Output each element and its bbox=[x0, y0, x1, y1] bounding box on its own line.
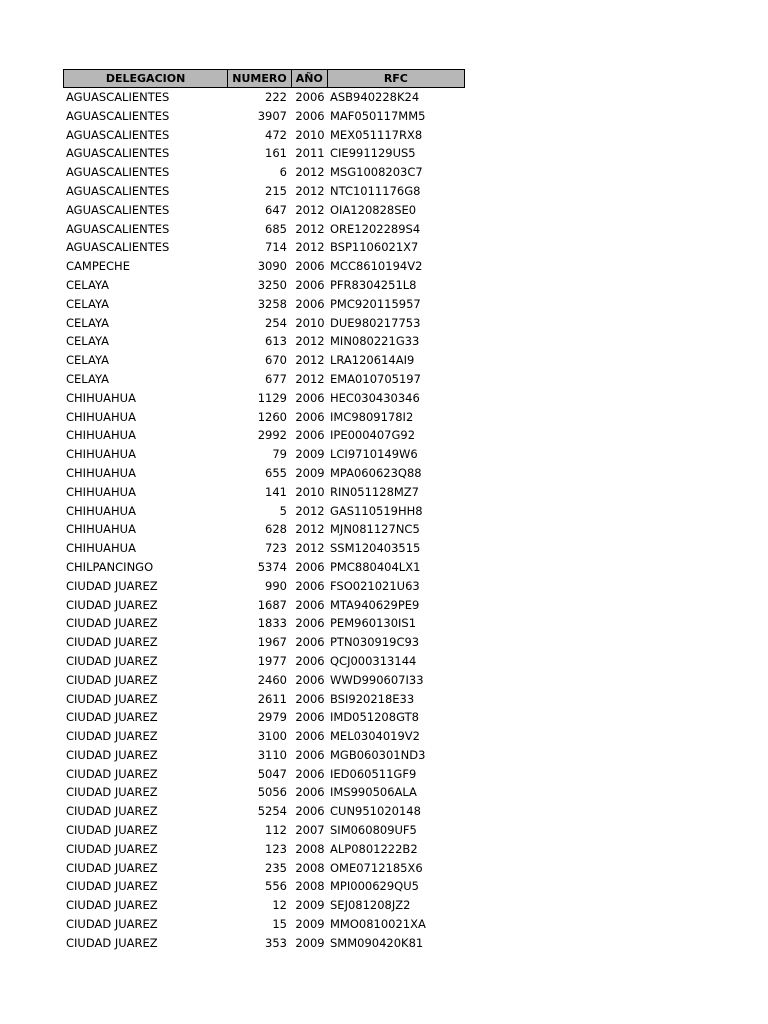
table-row bbox=[63, 483, 465, 502]
cell-rfc[interactable]: MPI000629QU5 bbox=[330, 879, 419, 894]
table-row bbox=[63, 690, 465, 709]
cell-rfc[interactable]: MGB060301ND3 bbox=[330, 747, 426, 762]
cell-numero[interactable]: 5374 bbox=[257, 559, 287, 574]
cell-delegacion[interactable]: AGUASCALIENTES bbox=[66, 108, 170, 123]
cell-delegacion[interactable]: CELAYA bbox=[66, 277, 109, 292]
cell-numero[interactable]: 254 bbox=[265, 315, 287, 330]
cell-ano[interactable]: 2006 bbox=[295, 785, 325, 800]
cell-numero[interactable]: 353 bbox=[265, 935, 287, 950]
table-row bbox=[63, 182, 465, 201]
table-row bbox=[63, 426, 465, 445]
cell-ano[interactable]: 2006 bbox=[295, 804, 325, 819]
table-row bbox=[63, 126, 465, 145]
cell-delegacion[interactable]: CIUDAD JUAREZ bbox=[66, 691, 158, 706]
cell-numero[interactable]: 3090 bbox=[257, 259, 287, 274]
cell-rfc[interactable]: MEL0304019V2 bbox=[330, 729, 420, 744]
cell-rfc[interactable]: SIM060809UF5 bbox=[330, 823, 417, 838]
cell-delegacion[interactable]: CIUDAD JUAREZ bbox=[66, 785, 158, 800]
cell-numero[interactable]: 990 bbox=[265, 578, 287, 593]
cell-numero[interactable]: 5 bbox=[279, 503, 287, 518]
cell-delegacion[interactable]: CHIHUAHUA bbox=[66, 409, 136, 424]
cell-ano[interactable]: 2006 bbox=[295, 559, 325, 574]
cell-delegacion[interactable]: CIUDAD JUAREZ bbox=[66, 710, 158, 725]
table-row bbox=[63, 88, 465, 107]
cell-delegacion[interactable]: CIUDAD JUAREZ bbox=[66, 860, 158, 875]
cell-rfc[interactable]: MCC8610194V2 bbox=[330, 259, 423, 274]
table-row bbox=[63, 332, 465, 351]
cell-numero[interactable]: 215 bbox=[265, 183, 287, 198]
cell-ano[interactable]: 2006 bbox=[295, 108, 325, 123]
table-row bbox=[63, 652, 465, 671]
table-row bbox=[63, 614, 465, 633]
cell-ano[interactable]: 2012 bbox=[295, 371, 325, 386]
cell-delegacion[interactable]: CIUDAD JUAREZ bbox=[66, 841, 158, 856]
cell-rfc[interactable]: SMM090420K81 bbox=[330, 935, 424, 950]
cell-ano[interactable]: 2012 bbox=[295, 541, 325, 556]
cell-delegacion[interactable]: CHIHUAHUA bbox=[66, 503, 136, 518]
cell-rfc[interactable]: OIA120828SE0 bbox=[330, 202, 417, 217]
cell-ano[interactable]: 2009 bbox=[295, 447, 325, 462]
cell-ano[interactable]: 2008 bbox=[295, 841, 325, 856]
cell-rfc[interactable]: WWD990607I33 bbox=[330, 672, 424, 687]
cell-delegacion[interactable]: CIUDAD JUAREZ bbox=[66, 917, 158, 932]
cell-ano[interactable]: 2006 bbox=[295, 766, 325, 781]
cell-ano[interactable]: 2006 bbox=[295, 259, 325, 274]
cell-numero[interactable]: 161 bbox=[265, 146, 287, 161]
cell-delegacion[interactable]: CHIHUAHUA bbox=[66, 465, 136, 480]
cell-rfc[interactable]: PEM960130IS1 bbox=[330, 616, 417, 631]
cell-numero[interactable]: 677 bbox=[265, 371, 287, 386]
cell-rfc[interactable]: MEX051117RX8 bbox=[330, 127, 423, 142]
cell-delegacion[interactable]: CHIHUAHUA bbox=[66, 428, 136, 443]
cell-ano[interactable]: 2006 bbox=[295, 90, 325, 104]
cell-ano[interactable]: 2007 bbox=[295, 823, 325, 838]
table-row bbox=[63, 783, 465, 802]
table-row bbox=[63, 840, 465, 859]
cell-delegacion[interactable]: AGUASCALIENTES bbox=[66, 165, 170, 180]
cell-rfc[interactable]: SSM120403515 bbox=[330, 541, 421, 556]
cell-rfc[interactable]: HEC030430346 bbox=[330, 390, 420, 405]
cell-rfc[interactable]: ORE1202289S4 bbox=[330, 221, 421, 236]
cell-ano[interactable]: 2006 bbox=[295, 635, 325, 650]
spreadsheet-table bbox=[63, 69, 465, 953]
cell-delegacion[interactable]: CIUDAD JUAREZ bbox=[66, 653, 158, 668]
cell-numero[interactable]: 5047 bbox=[257, 766, 287, 781]
cell-rfc[interactable]: IMS990506ALA bbox=[330, 785, 417, 800]
cell-rfc[interactable]: PMC920115957 bbox=[330, 296, 421, 311]
cell-numero[interactable]: 5254 bbox=[257, 804, 287, 819]
table-row bbox=[63, 445, 465, 464]
cell-delegacion[interactable]: CELAYA bbox=[66, 334, 109, 349]
cell-delegacion[interactable]: CELAYA bbox=[66, 353, 109, 368]
table-row bbox=[63, 464, 465, 483]
table-row bbox=[63, 144, 465, 163]
cell-numero[interactable]: 655 bbox=[265, 465, 287, 480]
cell-rfc[interactable]: MTA940629PE9 bbox=[330, 597, 420, 612]
cell-ano[interactable]: 2010 bbox=[295, 315, 325, 330]
cell-rfc[interactable]: CIE991129US5 bbox=[330, 146, 416, 161]
cell-rfc[interactable]: OME0712185X6 bbox=[330, 860, 423, 875]
cell-delegacion[interactable]: AGUASCALIENTES bbox=[66, 183, 170, 198]
table-row bbox=[63, 238, 465, 257]
cell-rfc[interactable]: ASB940228K24 bbox=[330, 90, 420, 104]
cell-delegacion[interactable]: CHIHUAHUA bbox=[66, 484, 136, 499]
table-row bbox=[63, 802, 465, 821]
cell-rfc[interactable]: RIN051128MZ7 bbox=[330, 484, 420, 499]
cell-delegacion[interactable]: AGUASCALIENTES bbox=[66, 146, 170, 161]
cell-numero[interactable]: 1687 bbox=[257, 597, 287, 612]
table-row bbox=[63, 220, 465, 239]
cell-numero[interactable]: 5056 bbox=[257, 785, 287, 800]
cell-rfc[interactable]: ALP0801222B2 bbox=[330, 841, 418, 856]
table-row bbox=[63, 671, 465, 690]
cell-delegacion[interactable]: CIUDAD JUAREZ bbox=[66, 804, 158, 819]
cell-numero[interactable]: 3100 bbox=[257, 729, 287, 744]
cell-ano[interactable]: 2008 bbox=[295, 860, 325, 875]
cell-rfc[interactable]: IPE000407G92 bbox=[330, 428, 416, 443]
table-row bbox=[63, 201, 465, 220]
cell-ano[interactable]: 2012 bbox=[295, 503, 325, 518]
cell-numero[interactable]: 714 bbox=[265, 240, 287, 255]
table-row bbox=[63, 915, 465, 934]
header-delegacion[interactable]: DELEGACION bbox=[64, 70, 228, 87]
cell-ano[interactable]: 2006 bbox=[295, 729, 325, 744]
cell-delegacion[interactable]: CELAYA bbox=[66, 371, 109, 386]
table-row bbox=[63, 596, 465, 615]
cell-numero[interactable]: 723 bbox=[265, 541, 287, 556]
cell-numero[interactable]: 1977 bbox=[257, 653, 287, 668]
cell-delegacion[interactable]: AGUASCALIENTES bbox=[66, 221, 170, 236]
table-row bbox=[63, 539, 465, 558]
cell-rfc[interactable]: GAS110519HH8 bbox=[330, 503, 423, 518]
cell-ano[interactable]: 2006 bbox=[295, 277, 325, 292]
cell-delegacion[interactable]: CELAYA bbox=[66, 296, 109, 311]
cell-delegacion[interactable]: CHIHUAHUA bbox=[66, 390, 136, 405]
cell-delegacion[interactable]: CIUDAD JUAREZ bbox=[66, 635, 158, 650]
cell-numero[interactable]: 1833 bbox=[257, 616, 287, 631]
header-ano[interactable]: AÑO bbox=[292, 70, 328, 87]
cell-ano[interactable]: 2012 bbox=[295, 353, 325, 368]
table-row bbox=[63, 389, 465, 408]
cell-numero[interactable]: 1260 bbox=[257, 409, 287, 424]
table-row bbox=[63, 295, 465, 314]
cell-numero[interactable]: 670 bbox=[265, 353, 287, 368]
cell-ano[interactable]: 2006 bbox=[295, 747, 325, 762]
table-row bbox=[63, 708, 465, 727]
cell-rfc[interactable]: SEJ081208JZ2 bbox=[330, 898, 411, 913]
cell-rfc[interactable]: IMD051208GT8 bbox=[330, 710, 419, 725]
cell-rfc[interactable]: IED060511GF9 bbox=[330, 766, 417, 781]
cell-delegacion[interactable]: CELAYA bbox=[66, 315, 109, 330]
cell-ano[interactable]: 2006 bbox=[295, 296, 325, 311]
cell-delegacion[interactable]: CIUDAD JUAREZ bbox=[66, 616, 158, 631]
cell-delegacion[interactable]: CIUDAD JUAREZ bbox=[66, 578, 158, 593]
cell-ano[interactable]: 2012 bbox=[295, 334, 325, 349]
cell-rfc[interactable]: CUN951020148 bbox=[330, 804, 421, 819]
cell-numero[interactable]: 3110 bbox=[257, 747, 287, 762]
cell-rfc[interactable]: PTN030919C93 bbox=[330, 635, 420, 650]
table-row bbox=[63, 520, 465, 539]
table-row bbox=[63, 821, 465, 840]
cell-rfc[interactable]: PFR8304251L8 bbox=[330, 277, 417, 292]
cell-numero[interactable]: 15 bbox=[272, 917, 287, 932]
cell-rfc[interactable]: MMO0810021XA bbox=[330, 917, 426, 932]
cell-delegacion[interactable]: CIUDAD JUAREZ bbox=[66, 729, 158, 744]
cell-delegacion[interactable]: CHILPANCINGO bbox=[66, 559, 154, 574]
cell-ano[interactable]: 2011 bbox=[295, 146, 325, 161]
table-body bbox=[63, 88, 465, 953]
table-row bbox=[63, 633, 465, 652]
cell-delegacion[interactable]: CIUDAD JUAREZ bbox=[66, 898, 158, 913]
table-row bbox=[63, 934, 465, 953]
cell-ano[interactable]: 2009 bbox=[295, 935, 325, 950]
cell-rfc[interactable]: FSO021021U63 bbox=[330, 578, 420, 593]
table-row bbox=[63, 257, 465, 276]
cell-delegacion[interactable]: CHIHUAHUA bbox=[66, 447, 136, 462]
header-rfc[interactable]: RFC bbox=[383, 72, 408, 85]
cell-rfc[interactable]: IMC9809178I2 bbox=[330, 409, 414, 424]
cell-numero[interactable]: 79 bbox=[272, 447, 287, 462]
table-row bbox=[63, 746, 465, 765]
cell-ano[interactable]: 2012 bbox=[295, 165, 325, 180]
cell-delegacion[interactable]: CAMPECHE bbox=[66, 259, 130, 274]
cell-delegacion[interactable]: CIUDAD JUAREZ bbox=[66, 935, 158, 950]
cell-ano[interactable]: 2006 bbox=[295, 578, 325, 593]
cell-delegacion[interactable]: AGUASCALIENTES bbox=[66, 202, 170, 217]
table-row bbox=[63, 314, 465, 333]
cell-ano[interactable]: 2006 bbox=[295, 672, 325, 687]
table-row bbox=[63, 163, 465, 182]
table-row bbox=[63, 877, 465, 896]
cell-ano[interactable]: 2006 bbox=[295, 409, 325, 424]
cell-rfc[interactable]: MJN081127NC5 bbox=[330, 522, 420, 537]
cell-ano[interactable]: 2006 bbox=[295, 597, 325, 612]
table-row bbox=[63, 896, 465, 915]
cell-ano[interactable]: 2009 bbox=[295, 465, 325, 480]
cell-delegacion[interactable]: CIUDAD JUAREZ bbox=[66, 879, 158, 894]
cell-numero[interactable]: 556 bbox=[265, 879, 287, 894]
cell-rfc[interactable]: MIN080221G33 bbox=[330, 334, 420, 349]
cell-rfc[interactable]: NTC1011176G8 bbox=[330, 183, 421, 198]
cell-delegacion[interactable]: CIUDAD JUAREZ bbox=[66, 766, 158, 781]
table-row bbox=[63, 727, 465, 746]
table-row bbox=[63, 408, 465, 427]
table-row bbox=[63, 859, 465, 878]
cell-rfc[interactable]: LRA120614AI9 bbox=[330, 353, 415, 368]
cell-ano[interactable]: 2006 bbox=[295, 616, 325, 631]
cell-numero[interactable]: 3250 bbox=[257, 277, 287, 292]
cell-rfc[interactable]: BSI920218E33 bbox=[330, 691, 415, 706]
cell-ano[interactable]: 2012 bbox=[295, 240, 325, 255]
cell-ano[interactable]: 2008 bbox=[295, 879, 325, 894]
table-row bbox=[63, 558, 465, 577]
cell-numero[interactable]: 141 bbox=[265, 484, 287, 499]
table-row bbox=[63, 370, 465, 389]
cell-ano[interactable]: 2012 bbox=[295, 183, 325, 198]
cell-numero[interactable]: 1967 bbox=[257, 635, 287, 650]
cell-delegacion[interactable]: AGUASCALIENTES bbox=[66, 240, 170, 255]
table-row bbox=[63, 577, 465, 596]
table-row bbox=[63, 765, 465, 784]
cell-ano[interactable]: 2012 bbox=[295, 221, 325, 236]
cell-numero[interactable]: 613 bbox=[265, 334, 287, 349]
cell-numero[interactable]: 2992 bbox=[257, 428, 287, 443]
header-numero[interactable]: NUMERO bbox=[228, 70, 292, 87]
cell-numero[interactable]: 472 bbox=[265, 127, 287, 142]
cell-ano[interactable]: 2010 bbox=[295, 484, 325, 499]
cell-ano[interactable]: 2006 bbox=[295, 390, 325, 405]
cell-numero[interactable]: 1129 bbox=[257, 390, 287, 405]
cell-delegacion[interactable]: CHIHUAHUA bbox=[66, 541, 136, 556]
table-row bbox=[63, 107, 465, 126]
cell-rfc[interactable]: PMC880404LX1 bbox=[330, 559, 421, 574]
cell-rfc[interactable]: MSG1008203C7 bbox=[330, 165, 423, 180]
cell-delegacion[interactable]: CIUDAD JUAREZ bbox=[66, 597, 158, 612]
cell-numero[interactable]: 2611 bbox=[257, 691, 287, 706]
cell-numero[interactable]: 2979 bbox=[257, 710, 287, 725]
cell-delegacion[interactable]: CIUDAD JUAREZ bbox=[66, 672, 158, 687]
cell-numero[interactable]: 685 bbox=[265, 221, 287, 236]
cell-delegacion[interactable]: CHIHUAHUA bbox=[66, 522, 136, 537]
cell-ano[interactable]: 2009 bbox=[295, 898, 325, 913]
cell-rfc[interactable]: EMA010705197 bbox=[330, 371, 421, 386]
cell-ano[interactable]: 2006 bbox=[295, 653, 325, 668]
header-row bbox=[63, 69, 465, 88]
cell-delegacion[interactable]: CIUDAD JUAREZ bbox=[66, 747, 158, 762]
cell-rfc[interactable]: DUE980217753 bbox=[330, 315, 421, 330]
table-row bbox=[63, 502, 465, 521]
cell-rfc[interactable]: LCI9710149W6 bbox=[330, 447, 418, 462]
cell-numero[interactable]: 235 bbox=[265, 860, 287, 875]
cell-ano[interactable]: 2010 bbox=[295, 127, 325, 142]
cell-rfc[interactable]: QCJ000313144 bbox=[330, 653, 417, 668]
cell-delegacion[interactable]: AGUASCALIENTES bbox=[66, 127, 170, 142]
cell-ano[interactable]: 2006 bbox=[295, 428, 325, 443]
cell-numero[interactable]: 12 bbox=[272, 898, 287, 913]
cell-ano[interactable]: 2006 bbox=[295, 691, 325, 706]
cell-rfc[interactable]: BSP1106021X7 bbox=[330, 240, 419, 255]
cell-ano[interactable]: 2009 bbox=[295, 917, 325, 932]
cell-numero[interactable]: 3907 bbox=[257, 108, 287, 123]
cell-numero[interactable]: 222 bbox=[265, 90, 287, 104]
cell-rfc[interactable]: MPA060623Q88 bbox=[330, 465, 422, 480]
cell-numero[interactable]: 2460 bbox=[257, 672, 287, 687]
cell-rfc[interactable]: MAF050117MM5 bbox=[330, 108, 426, 123]
cell-numero[interactable]: 123 bbox=[265, 841, 287, 856]
cell-numero[interactable]: 3258 bbox=[257, 296, 287, 311]
cell-ano[interactable]: 2012 bbox=[295, 522, 325, 537]
cell-numero[interactable]: 628 bbox=[265, 522, 287, 537]
cell-numero[interactable]: 112 bbox=[265, 823, 287, 838]
cell-delegacion[interactable]: CIUDAD JUAREZ bbox=[66, 823, 158, 838]
cell-ano[interactable]: 2012 bbox=[295, 202, 325, 217]
table-row bbox=[63, 351, 465, 370]
cell-ano[interactable]: 2006 bbox=[295, 710, 325, 725]
cell-numero[interactable]: 6 bbox=[279, 165, 287, 180]
cell-numero[interactable]: 647 bbox=[265, 202, 287, 217]
table-row bbox=[63, 276, 465, 295]
cell-delegacion[interactable]: AGUASCALIENTES bbox=[66, 90, 170, 104]
